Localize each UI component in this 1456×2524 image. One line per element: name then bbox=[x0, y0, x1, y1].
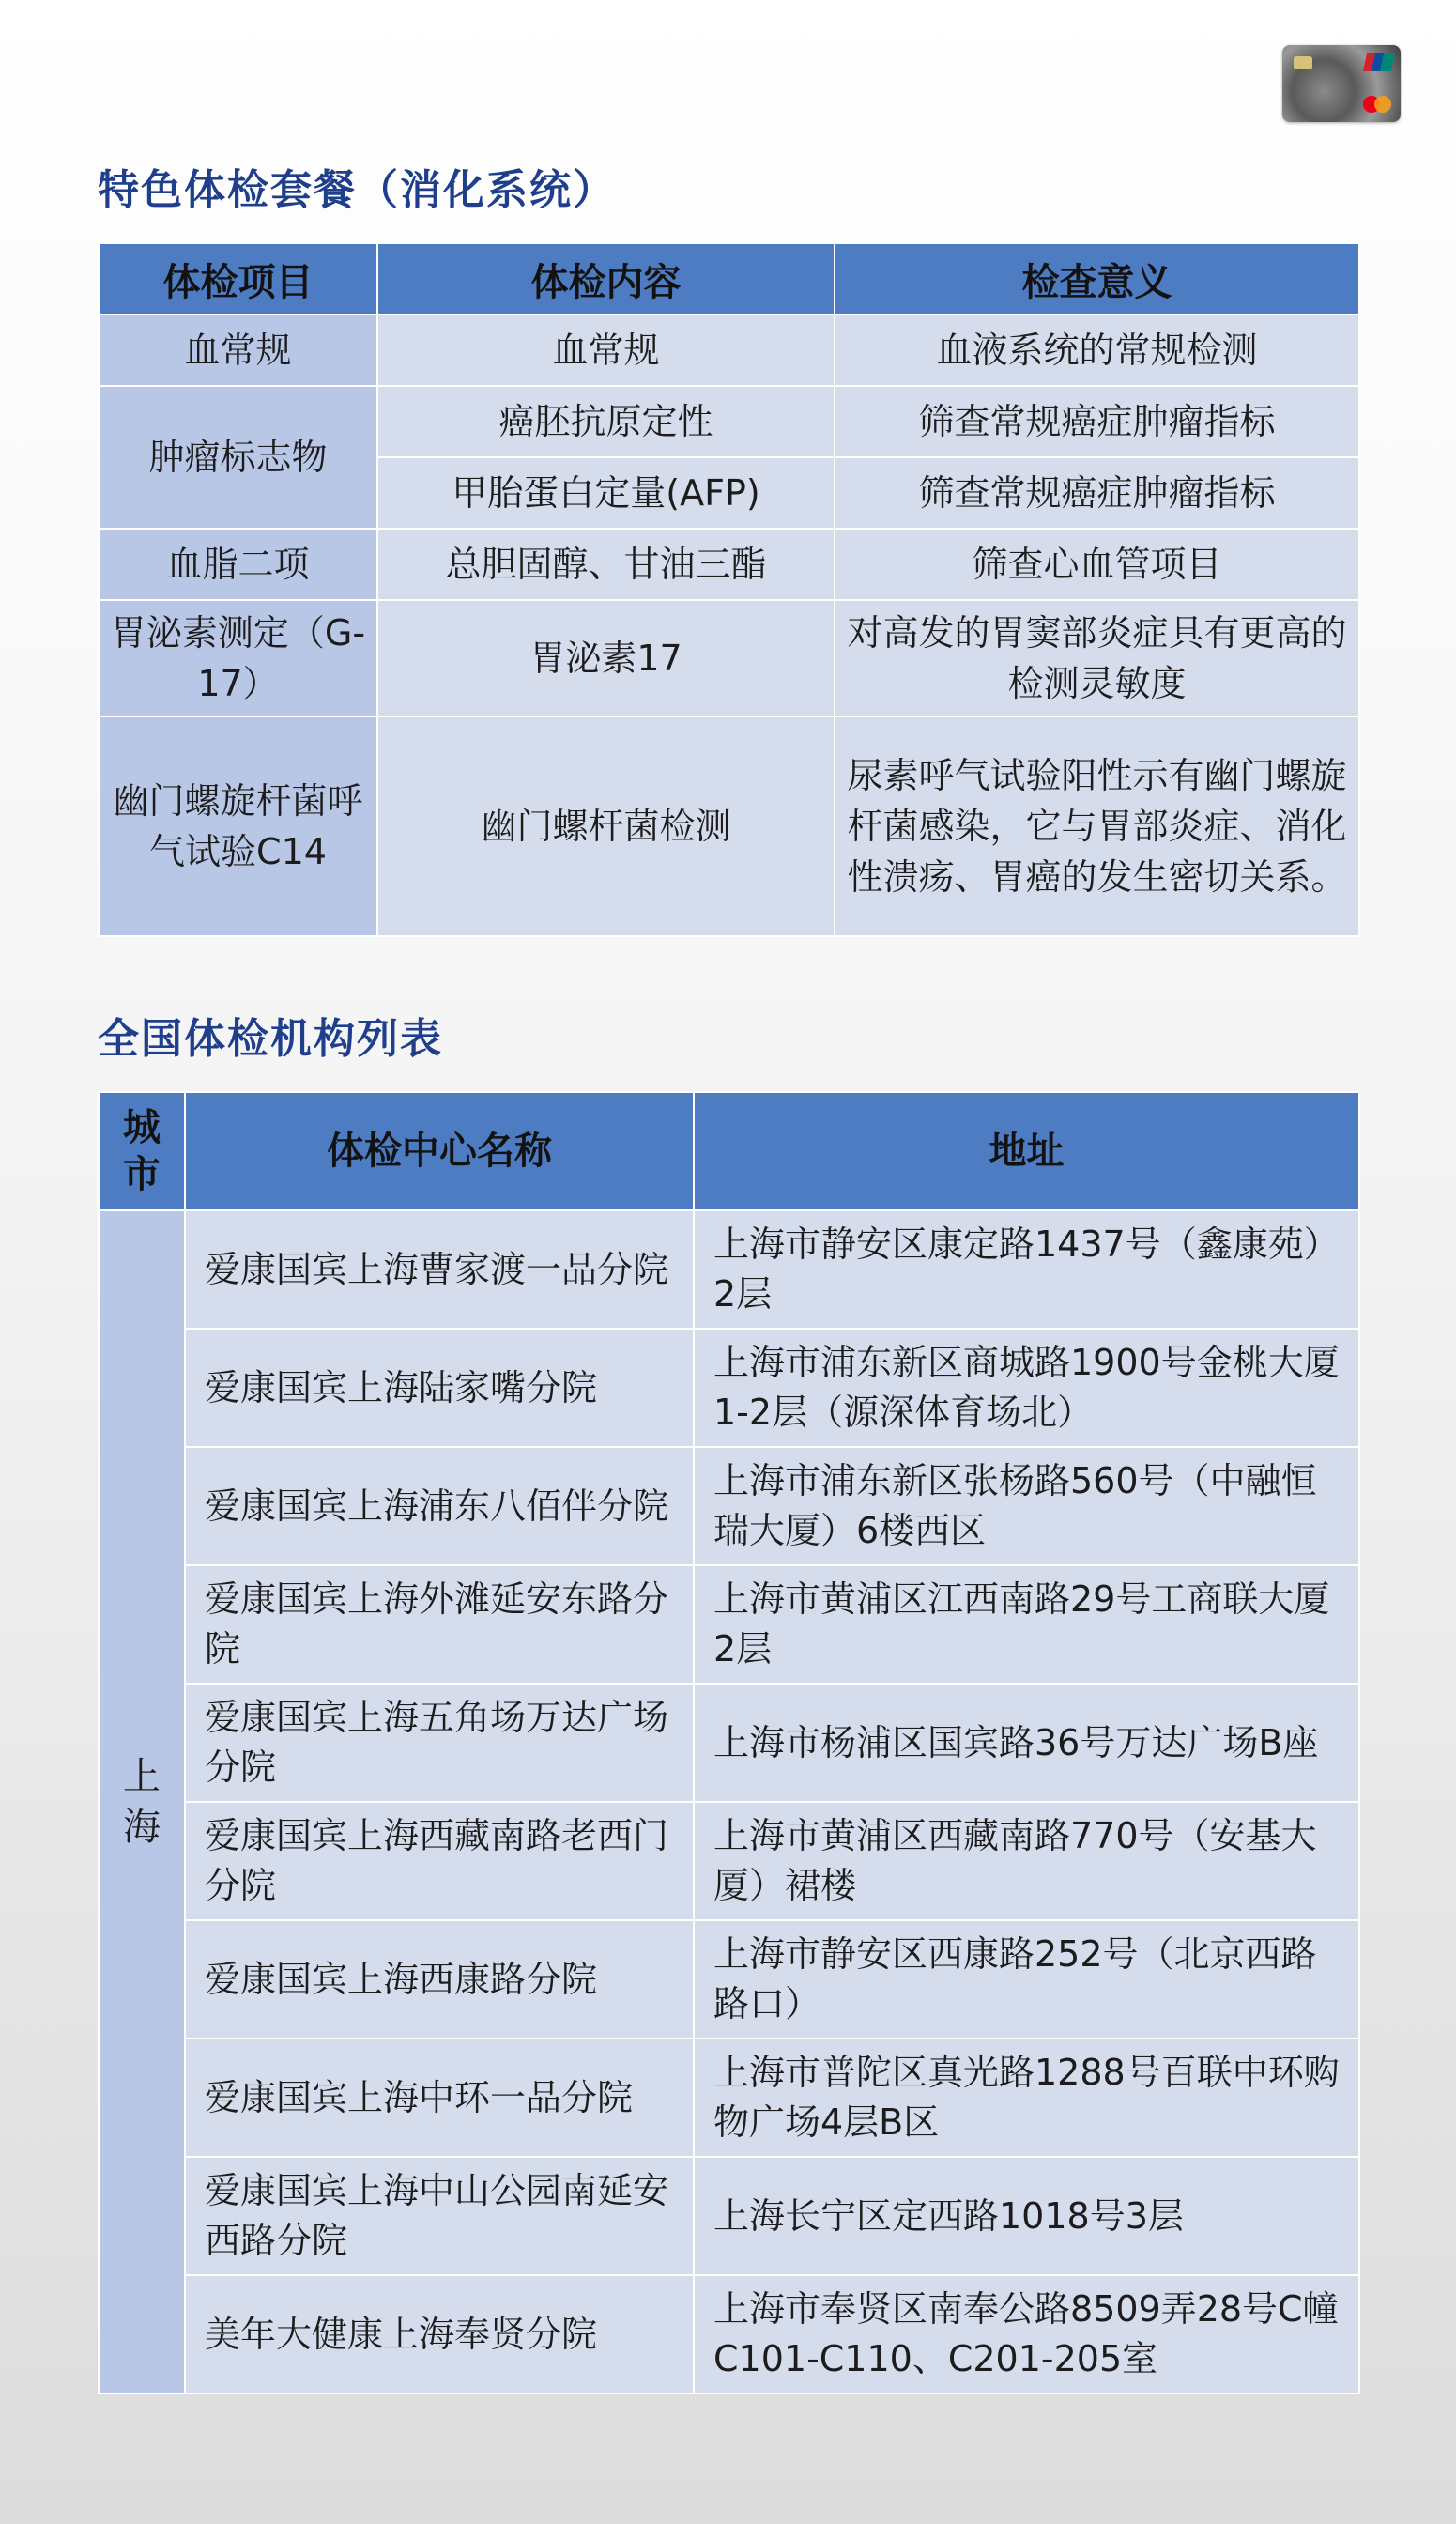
content-cell: 血常规 bbox=[377, 315, 835, 386]
city-cell bbox=[99, 1210, 185, 2393]
center-name-cell: 爱康国宾上海陆家嘴分院 bbox=[185, 1329, 694, 1447]
unionpay-icon bbox=[1365, 53, 1393, 71]
address-cell: 上海市普陀区真光路1288号百联中环购物广场4层B区 bbox=[694, 2039, 1359, 2157]
content-cell: 胃泌素17 bbox=[377, 600, 835, 716]
table-row bbox=[99, 1684, 1359, 1802]
center-name-cell: 爱康国宾上海五角场万达广场分院 bbox=[185, 1684, 694, 1802]
item-cell: 胃泌素测定（G-17） bbox=[99, 600, 377, 716]
bank-card-logo-icon bbox=[1282, 45, 1401, 122]
table-row bbox=[99, 1329, 1359, 1447]
table-row bbox=[99, 2039, 1359, 2157]
address-cell: 上海市静安区康定路1437号（鑫康苑）2层 bbox=[694, 1210, 1359, 1329]
table-row bbox=[99, 600, 1359, 716]
table-row bbox=[99, 2157, 1359, 2275]
table-row bbox=[99, 1210, 1359, 1329]
center-name-cell: 爱康国宾上海曹家渡一品分院 bbox=[185, 1210, 694, 1329]
institution-table bbox=[98, 1091, 1360, 2394]
section-title-institution-list: 全国体检机构列表 bbox=[98, 1015, 443, 1063]
table-row bbox=[99, 315, 1359, 386]
address-cell: 上海市浦东新区商城路1900号金桃大厦1-2层（源深体育场北） bbox=[694, 1329, 1359, 1447]
header-content: 体检内容 bbox=[377, 243, 835, 315]
address-cell: 上海长宁区定西路1018号3层 bbox=[694, 2157, 1359, 2275]
table-row bbox=[99, 1920, 1359, 2039]
card-chip-icon bbox=[1294, 56, 1312, 69]
table-row bbox=[99, 1802, 1359, 1920]
table-row bbox=[99, 1447, 1359, 1565]
meaning-cell: 筛查心血管项目 bbox=[835, 529, 1359, 600]
city-label: 上海 bbox=[123, 1755, 161, 1849]
content-cell: 幽门螺杆菌检测 bbox=[377, 716, 835, 936]
meaning-cell: 血液系统的常规检测 bbox=[835, 315, 1359, 386]
center-name-cell: 爱康国宾上海西藏南路老西门分院 bbox=[185, 1802, 694, 1920]
header-city-cell bbox=[99, 1092, 185, 1210]
table-row bbox=[99, 2275, 1359, 2393]
checkup-package-table bbox=[98, 242, 1360, 937]
meaning-cell: 对高发的胃窦部炎症具有更高的检测灵敏度 bbox=[835, 600, 1359, 716]
item-cell: 肿瘤标志物 bbox=[99, 386, 377, 529]
table-header-row bbox=[99, 243, 1359, 315]
item-cell: 血常规 bbox=[99, 315, 377, 386]
address-cell: 上海市黄浦区江西南路29号工商联大厦2层 bbox=[694, 1565, 1359, 1684]
header-address: 地址 bbox=[694, 1092, 1359, 1210]
address-cell: 上海市静安区西康路252号（北京西路路口） bbox=[694, 1920, 1359, 2039]
center-name-cell: 美年大健康上海奉贤分院 bbox=[185, 2275, 694, 2393]
address-cell: 上海市杨浦区国宾路36号万达广场B座 bbox=[694, 1684, 1359, 1802]
content-cell: 总胆固醇、甘油三酯 bbox=[377, 529, 835, 600]
meaning-cell: 筛查常规癌症肿瘤指标 bbox=[835, 386, 1359, 457]
header-item: 体检项目 bbox=[99, 243, 377, 315]
header-city: 城市 bbox=[123, 1106, 161, 1196]
meaning-cell: 筛查常规癌症肿瘤指标 bbox=[835, 457, 1359, 529]
center-name-cell: 爱康国宾上海浦东八佰伴分院 bbox=[185, 1447, 694, 1565]
content-cell: 癌胚抗原定性 bbox=[377, 386, 835, 457]
table-row bbox=[99, 1565, 1359, 1684]
content-cell: 甲胎蛋白定量(AFP) bbox=[377, 457, 835, 529]
table-row bbox=[99, 716, 1359, 936]
table-row bbox=[99, 529, 1359, 600]
meaning-cell: 尿素呼气试验阳性示有幽门螺旋杆菌感染，它与胃部炎症、消化性溃疡、胃癌的发生密切关系。 bbox=[835, 716, 1359, 936]
mastercard-icon bbox=[1363, 96, 1391, 113]
address-cell: 上海市浦东新区张杨路560号（中融恒瑞大厦）6楼西区 bbox=[694, 1447, 1359, 1565]
center-name-cell: 爱康国宾上海外滩延安东路分院 bbox=[185, 1565, 694, 1684]
header-meaning: 检查意义 bbox=[835, 243, 1359, 315]
center-name-cell: 爱康国宾上海中环一品分院 bbox=[185, 2039, 694, 2157]
address-cell: 上海市奉贤区南奉公路8509弄28号C幢C101-C110、C201-205室 bbox=[694, 2275, 1359, 2393]
item-cell: 幽门螺旋杆菌呼气试验C14 bbox=[99, 716, 377, 936]
center-name-cell: 爱康国宾上海西康路分院 bbox=[185, 1920, 694, 2039]
item-cell: 血脂二项 bbox=[99, 529, 377, 600]
center-name-cell: 爱康国宾上海中山公园南延安西路分院 bbox=[185, 2157, 694, 2275]
table-row bbox=[99, 386, 1359, 457]
section-title-checkup-package: 特色体检套餐（消化系统） bbox=[98, 166, 616, 214]
header-center-name: 体检中心名称 bbox=[185, 1092, 694, 1210]
address-cell: 上海市黄浦区西藏南路770号（安基大厦）裙楼 bbox=[694, 1802, 1359, 1920]
table-header-row bbox=[99, 1092, 1359, 1210]
